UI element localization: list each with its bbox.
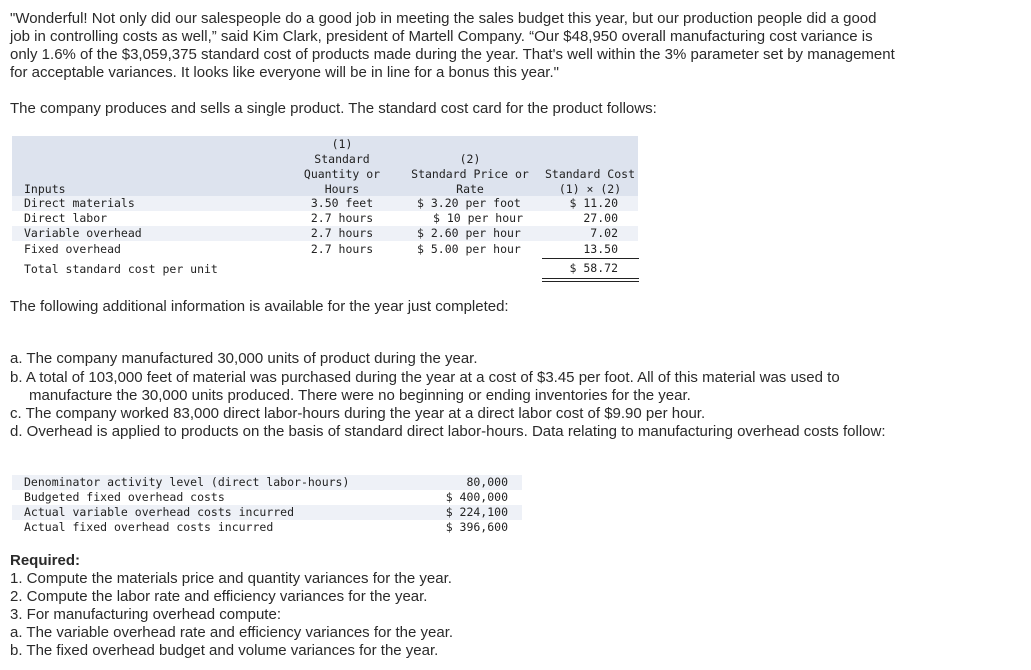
- row-cost: 27.00: [583, 211, 618, 225]
- info-item: c. The company worked 83,000 direct labor-hours during the year at a direct labor cost of $9.90 per hour.: [10, 405, 706, 422]
- overhead-label: Denominator activity level (direct labor-hours): [24, 475, 350, 489]
- row-cost: 13.50: [583, 242, 618, 256]
- subtotal-rule: [542, 258, 639, 259]
- col1-header: (1): [331, 137, 353, 151]
- row-qty: 2.7 hours: [310, 242, 374, 256]
- required-item: 2. Compute the labor rate and efficiency variances for the year.: [10, 588, 428, 605]
- overhead-value: $ 396,600: [445, 520, 508, 534]
- row-price: $ 3.20 per foot: [417, 196, 521, 210]
- info-item-continuation: manufacture the 30,000 units produced. There were no beginning or ending inventories for the year.: [29, 387, 691, 404]
- row-price: $ 10 per hour: [433, 211, 524, 225]
- overhead-label: Actual variable overhead costs incurred: [24, 505, 295, 519]
- row-qty: 2.7 hours: [310, 226, 374, 240]
- row-qty: 3.50 feet: [310, 196, 374, 210]
- intro-line: "Wonderful! Not only did our salespeople do a good job in meeting the sales budget this year, but our production people did a good: [10, 10, 877, 27]
- inputs-label: Inputs: [24, 182, 66, 196]
- row-cost: 7.02: [590, 226, 618, 240]
- col2-header: Rate: [456, 182, 484, 196]
- col3-header: (1) × (2): [558, 182, 622, 196]
- overhead-label: Budgeted fixed overhead costs: [24, 490, 225, 504]
- row-cost: $ 11.20: [569, 196, 618, 210]
- info-item: b. A total of 103,000 feet of material was purchased during the year at a cost of $3.45 per foot. All of this material was used to: [10, 369, 840, 386]
- required-item: b. The fixed overhead budget and volume variances for the year.: [10, 642, 439, 659]
- required-item: 1. Compute the materials price and quantity variances for the year.: [10, 570, 452, 587]
- col1-header: Quantity or: [303, 167, 381, 181]
- row-price: $ 2.60 per hour: [417, 226, 521, 240]
- col2-header: (2): [459, 152, 481, 166]
- double-rule-top: [542, 278, 639, 279]
- total-value: $ 58.72: [569, 261, 618, 275]
- additional-info-intro: The following additional information is available for the year just completed:: [10, 298, 509, 315]
- overhead-data-table: [12, 474, 522, 536]
- row-label: Direct labor: [24, 211, 108, 225]
- row-label: Direct materials: [24, 196, 135, 210]
- intro-line: for acceptable variances. It looks like everyone will be in line for a bonus this year.": [10, 64, 559, 81]
- overhead-value: $ 400,000: [445, 490, 508, 504]
- required-item: a. The variable overhead rate and efficiency variances for the year.: [10, 624, 454, 641]
- row-label: Fixed overhead: [24, 242, 121, 256]
- total-label: Total standard cost per unit: [24, 262, 218, 276]
- standard-cost-card: [12, 136, 638, 283]
- col2-header: Standard Price or: [411, 167, 529, 181]
- overhead-value: 80,000: [466, 475, 508, 489]
- intro-line: job in controlling costs as well,” said Kim Clark, president of Martell Company. “Our $48,950 overall manufacturing cost variance is: [10, 28, 873, 45]
- col1-header: Hours: [324, 182, 360, 196]
- info-item: d. Overhead is applied to products on the basis of standard direct labor-hours. Data relating to manufacturing overhead costs follow:: [10, 423, 886, 440]
- double-rule-bottom: [542, 281, 639, 282]
- required-title: Required:: [10, 552, 81, 569]
- col3-header: Standard Cost: [544, 167, 635, 181]
- col1-header: Standard: [314, 152, 370, 166]
- required-item: 3. For manufacturing overhead compute:: [10, 606, 281, 623]
- info-item: a. The company manufactured 30,000 units of product during the year.: [10, 350, 478, 367]
- row-label: Variable overhead: [24, 226, 142, 240]
- row-price: $ 5.00 per hour: [417, 242, 521, 256]
- intro-line: only 1.6% of the $3,059,375 standard cost of products made during the year. That's well within the 3% parameter set by management: [10, 46, 895, 63]
- product-intro: The company produces and sells a single product. The standard cost card for the product follows:: [10, 100, 657, 117]
- overhead-value: $ 224,100: [445, 505, 508, 519]
- overhead-label: Actual fixed overhead costs incurred: [24, 520, 274, 534]
- row-qty: 2.7 hours: [310, 211, 374, 225]
